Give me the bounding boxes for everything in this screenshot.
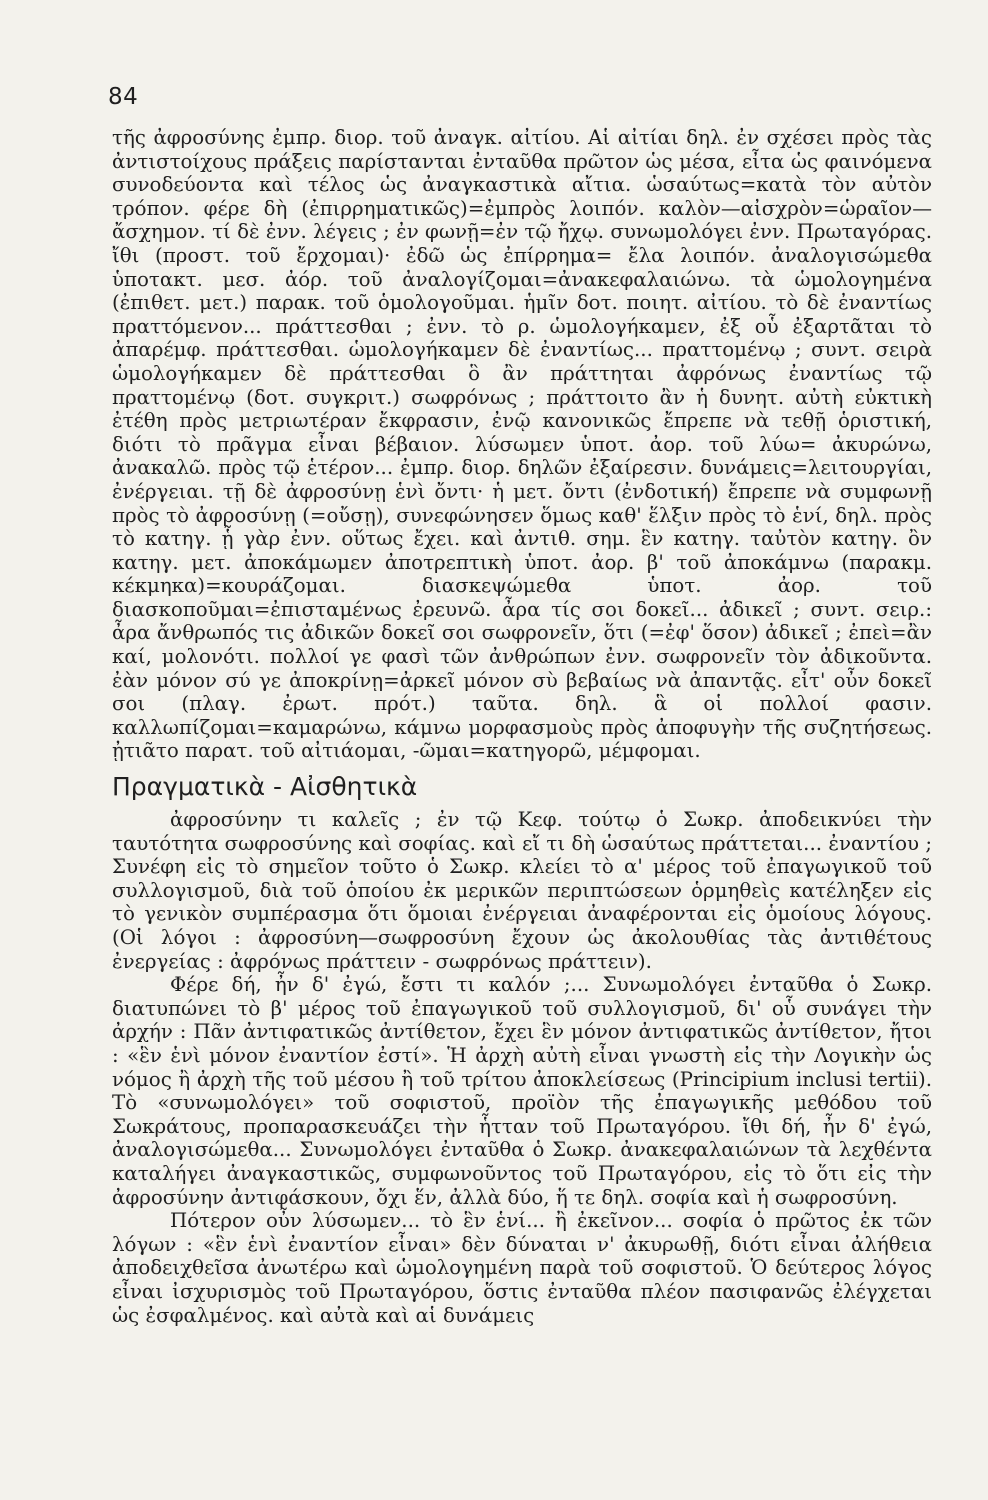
body-paragraph: ἀφροσύνην τι καλεῖς ; ἐν τῷ Κεφ. τούτῳ ὁ Σωκρ. ἀποδεικνύει τὴν ταυτότητα σωφροσύνης καὶ σοφίας. καὶ εἴ τι δὴ ὡσαύτως πράττεται... ἐναντίου ; Συνέφη εἰς τὸ σημεῖον τοῦτο ὁ Σωκρ. κλείει τὸ α' μέρος τοῦ ἐπαγωγικοῦ τοῦ συλλογισμοῦ, διὰ τοῦ ὁποίου ἐκ μερικῶν περιπτώσεων ὁρμηθεὶς κατέληξεν εἰς τὸ γενικὸν συμπέρασμα ὅτι ὅμοιαι ἐνέργειαι ἀναφέρονται εἰς ὁμοίους λόγους. (Οἱ λόγοι : ἀφροσύνη—σωφροσύνη ἔχουν ὡς ἀκολουθίας τὰς ἀντιθέτους ἐνεργείας : ἀφρόνως πράττειν - σωφρόνως πράττειν). xyxy=(112,808,932,973)
section-heading: Πραγματικὰ - Αἰσθητικὰ xyxy=(112,772,418,802)
page-number: 84 xyxy=(108,84,139,110)
body-paragraph: Πότερον οὖν λύσωμεν... τὸ ἓν ἑνί... ἢ ἐκεῖνον... σοφία ὁ πρῶτος ἐκ τῶν λόγων : «ἓν ἑνὶ ἐναντίον εἶναι» δὲν δύναται ν' ἀκυρωθῇ, διότι εἶναι ἀλήθεια ἀποδειχθεῖσα ἀνωτέρω καὶ ὡμολογημένη παρὰ τοῦ σοφιστοῦ. Ὁ δεύτερος λόγος εἶναι ἰσχυρισμὸς τοῦ Πρωταγόρου, ὅστις ἐνταῦθα πλέον πασιφανῶς ἐλέγχεται ὡς ἐσφαλμένος. καὶ αὐτὰ καὶ αἱ δυνάμεις xyxy=(112,1209,932,1327)
body-paragraph: Φέρε δή, ἦν δ' ἐγώ, ἔστι τι καλόν ;... Συνωμολόγει ἐνταῦθα ὁ Σωκρ. διατυπώνει τὸ β' μέρος τοῦ ἐπαγωγικοῦ τοῦ συλλογισμοῦ, δι' οὗ συνάγει τὴν ἀρχήν : Πᾶν ἀντιφατικῶς ἀντίθετον, ἔχει ἓν μόνον ἀντιφατικῶς ἀντίθετον, ἤτοι : «ἓν ἑνὶ μόνον ἐναντίον ἐστί». Ἡ ἀρχὴ αὐτὴ εἶναι γνωστὴ εἰς τὴν Λογικὴν ὡς νόμος ἢ ἀρχὴ τῆς τοῦ μέσου ἢ τοῦ τρίτου ἀποκλείσεως (Principium inclusi tertii). Τὸ «συνωμολόγει» τοῦ σοφιστοῦ, προϊὸν τῆς ἐπαγωγικῆς μεθόδου τοῦ Σωκράτους, προπαρασκευάζει τὴν ἧτταν τοῦ Πρωταγόρου. ἴθι δή, ἦν δ' ἐγώ, ἀναλογισώμεθα... Συνωμολόγει ἐνταῦθα ὁ Σωκρ. ἀνακεφαλαιώνων τὰ λεχθέντα καταλήγει ἀναγκαστικῶς, συμφωνοῦντος τοῦ Πρωταγόρου, εἰς τὸ ὅτι εἰς τὴν ἀφροσύνην ἀντιφάσκουν, ὄχι ἕν, ἀλλὰ δύο, ἥ τε δηλ. σοφία καὶ ἡ σωφροσύνη. xyxy=(112,973,932,1209)
commentary-paragraph: τῆς ἀφροσύνης ἐμπρ. διορ. τοῦ ἀναγκ. αἰτίου. Αἱ αἰτίαι δηλ. ἐν σχέσει πρὸς τὰς ἀντιστοίχους πράξεις παρίστανται ἐνταῦθα πρῶτον ὡς μέσα, εἶτα ὡς φαινόμενα συνοδεύοντα καὶ τέλος ὡς ἀναγκαστικὰ αἴτια. ὡσαύτως=κατὰ τὸν αὐτὸν τρόπον. φέρε δὴ (ἐπιρρηματικῶς)=ἐμπρὸς λοιπόν. καλὸν—αἰσχρὸν=ὡραῖον—ἄσχημον. τί δὲ ἐνν. λέγεις ; ἐν φωνῇ=ἐν τῷ ἤχῳ. συνωμολόγει ἐνν. Πρωταγόρας. ἴθι (προστ. τοῦ ἔρχομαι)· ἐδῶ ὡς ἐπίρρημα= ἔλα λοιπόν. ἀναλογισώμεθα ὑποτακτ. μεσ. ἀόρ. τοῦ ἀναλογίζομαι=ἀνακεφαλαιώνω. τὰ ὡμολογημένα (ἐπιθετ. μετ.) παρακ. τοῦ ὁμολογοῦμαι. ἡμῖν δοτ. ποιητ. αἰτίου. τὸ δὲ ἐναντίως πραττόμενον... πράττεσθαι ; ἐνν. τὸ ρ. ὡμολογήκαμεν, ἐξ οὗ ἐξαρτᾶται τὸ ἀπαρέμφ. πράττεσθαι. ὡμολογήκαμεν δὲ ἐναντίως... πραττομένῳ ; συντ. σειρὰ ὡμολογήκαμεν δὲ πράττεσθαι ὃ ἂν πράττηται ἀφρόνως ἐναντίως τῷ πραττομένῳ (δοτ. συγκριτ.) σωφρόνως ; πράττοιτο ἂν ἡ δυνητ. αὐτὴ εὐκτικὴ ἐτέθη πρὸς μετριωτέραν ἔκφρασιν, ἐνῷ κανονικῶς ἔπρεπε νὰ τεθῇ ὁριστική, διότι τὸ πρᾶγμα εἶναι βέβαιον. λύσωμεν ὑποτ. ἀορ. τοῦ λύω= ἀκυρώνω, ἀνακαλῶ. πρὸς τῷ ἑτέρον... ἐμπρ. διορ. δηλῶν ἐξαίρεσιν. δυνάμεις=λειτουργίαι, ἐνέργειαι. τῇ δὲ ἀφροσύνῃ ἑνὶ ὄντι· ἡ μετ. ὄντι (ἐνδοτική) ἔπρεπε νὰ συμφωνῇ πρὸς τὸ ἀφροσύνῃ (=οὔσῃ), συνεφώνησεν ὅμως καθ' ἕλξιν πρὸς τὸ ἑνί, δηλ. πρὸς τὸ κατηγ. ᾗ γὰρ ἐνν. οὕτως ἔχει. καὶ ἀντιθ. σημ. ἓν κατηγ. ταὐτὸν κατηγ. ὂν κατηγ. μετ. ἀποκάμωμεν ἀποτρεπτικὴ ὑποτ. ἀορ. β' τοῦ ἀποκάμνω (παρακμ. κέκμηκα)=κουράζομαι. διασκεψώμεθα ὑποτ. ἀορ. τοῦ διασκοποῦμαι=ἐπισταμένως ἐρευνῶ. ἆρα τίς σοι δοκεῖ... ἀδικεῖ ; συντ. σειρ.: ἆρα ἄνθρωπός τις ἀδικῶν δοκεῖ σοι σωφρονεῖν, ὅτι (=ἐφ' ὅσον) ἀδικεῖ ; ἐπεὶ=ἂν καί, μολονότι. πολλοί γε φασὶ τῶν ἀνθρώπων ἐνν. σωφρονεῖν τὸν ἀδικοῦντα. ἐὰν μόνον σύ γε ἀποκρίνῃ=ἀρκεῖ μόνον σὺ βεβαίως νὰ ἀπαντᾷς. εἶτ' οὖν δοκεῖ σοι (πλαγ. ἐρωτ. πρότ.) ταῦτα. δηλ. ἃ οἱ πολλοί φασιν. καλλωπίζομαι=καμαρώνω, κάμνω μορφασμοὺς πρὸς ἀποφυγὴν τῆς συζητήσεως. ᾐτιᾶτο παρατ. τοῦ αἰτιάομαι, -ῶμαι=κατηγορῶ, μέμφομαι. xyxy=(112,126,932,763)
page-content xyxy=(112,126,932,1327)
